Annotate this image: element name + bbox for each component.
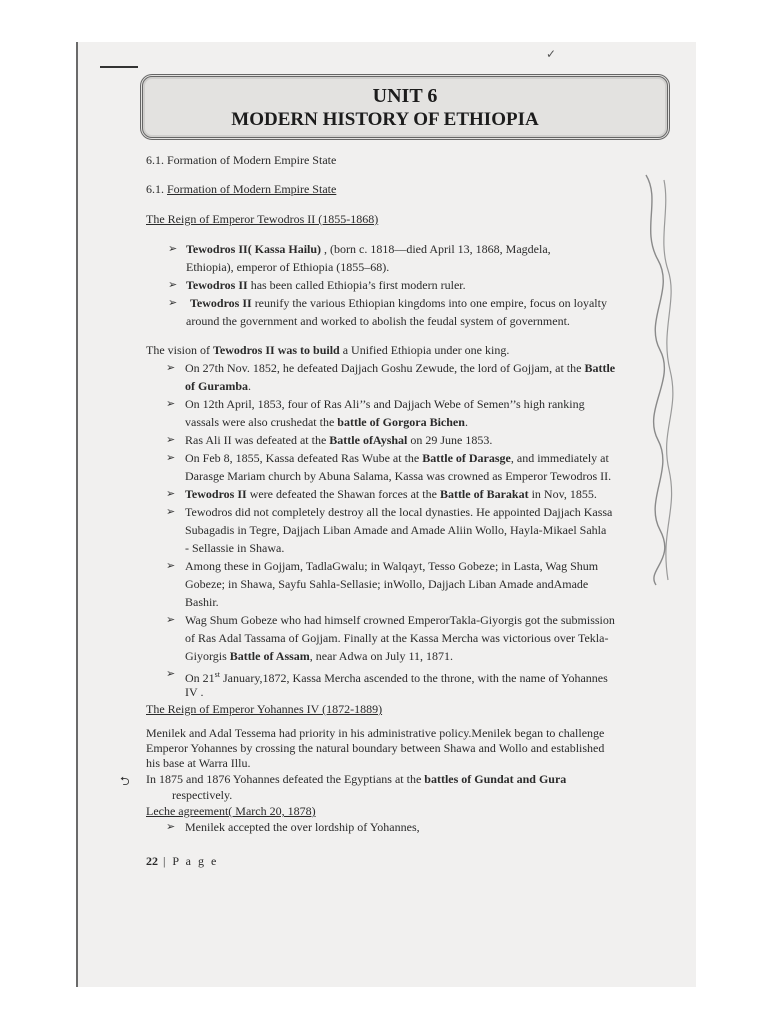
list-item: Wag Shum Gobeze who had himself crowned EmperorTakla-Giyorgis got the submission: [185, 613, 615, 627]
arrow-bullet-icon: ➢: [166, 488, 176, 500]
list-item-cont: around the government and worked to abolish the feudal system of government.: [186, 314, 570, 328]
unit-title: MODERN HISTORY OF ETHIOPIA: [231, 109, 539, 130]
list-item: Tewodros did not completely destroy all the local dynasties. He appointed Dajjach Kassa: [185, 505, 613, 519]
arrow-bullet-icon: ➢: [168, 297, 178, 309]
list-item-cont: of Ras Adal Tassama of Gojjam. Finally at the Kassa Mercha was victorious over Tekla-: [185, 631, 609, 645]
arrow-bullet-icon: ➢: [166, 362, 176, 374]
list-item: Among these in Gojjam, TadlaGwalu; in Walqayt, Tesso Gobeze; in Lasta, Wag Shum: [185, 559, 599, 573]
arrow-bullet-icon: ➢: [166, 434, 176, 446]
paragraph-line: his base at Warra Illu.: [146, 756, 251, 770]
arrow-bullet-icon: ➢: [166, 614, 176, 626]
arrow-bullet-icon: ➢: [166, 821, 176, 833]
list-item-cont: Subagadis in Tegre, Dajjach Liban Amade and Amade Aliin Wollo, Hayla-Mikael Sahla: [185, 523, 607, 537]
list-item-cont: Giyorgis Battle of Assam, near Adwa on July 11, 1871.: [185, 649, 453, 663]
list-item: Tewodros II( Kassa Hailu) , (born c. 1818—died April 13, 1868, Magdela,: [186, 242, 551, 256]
list-item-cont: of Guramba.: [185, 379, 251, 393]
list-item-cont: Gobeze; in Shawa, Sayfu Sahla-Sellasie; inWollo, Dajjach Liban Amade andAmade: [185, 577, 589, 591]
list-item-cont: IV .: [185, 685, 204, 699]
list-item: On 12th April, 1853, four of Ras Ali’’s and Dajjach Webe of Semen’’s high ranking: [185, 397, 585, 411]
reign-tewodros-heading: The Reign of Emperor Tewodros II (1855-1868): [146, 212, 379, 226]
arrow-bullet-icon: ➢: [166, 452, 176, 464]
reign-yohannes-heading: The Reign of Emperor Yohannes IV (1872-1889): [146, 702, 383, 716]
list-item-cont: respectively.: [172, 788, 233, 802]
handwritten-margin-note: [636, 170, 676, 590]
vision-paragraph: The vision of Tewodros II was to build a Unified Ethiopia under one king.: [146, 343, 510, 357]
circular-arrow-bullet-icon: ⮌: [120, 774, 130, 788]
arrow-bullet-icon: ➢: [168, 243, 178, 255]
pen-tick-mark: ✓: [546, 47, 557, 61]
section-heading: 6.1. Formation of Modern Empire State: [146, 153, 337, 167]
leche-agreement-heading: Leche agreement( March 20, 1878): [146, 804, 316, 818]
list-item: Tewodros II has been called Ethiopia’s first modern ruler.: [186, 278, 466, 292]
list-item-cont: Ethiopia), emperor of Ethiopia (1855–68).: [186, 260, 390, 274]
arrow-bullet-icon: ➢: [166, 668, 176, 680]
page-number: 22: [146, 854, 158, 868]
list-item-cont: Bashir.: [185, 595, 219, 609]
list-item: Ras Ali II was defeated at the Battle ofAyshal on 29 June 1853.: [185, 433, 493, 447]
page-edge: [76, 42, 78, 987]
list-item: On 21st January,1872, Kassa Mercha ascended to the throne, with the name of Yohannes: [185, 670, 608, 685]
list-item: On Feb 8, 1855, Kassa defeated Ras Wube at the Battle of Darasge, and immediately at: [185, 451, 609, 465]
list-item-cont: Darasge Mariam church by Abuna Salama, Kassa was crowned as Emperor Tewodros II.: [185, 469, 612, 483]
list-item: Menilek accepted the over lordship of Yohannes,: [185, 820, 420, 834]
list-item: Tewodros II were defeated the Shawan forces at the Battle of Barakat in Nov, 1855.: [185, 487, 597, 501]
arrow-bullet-icon: ➢: [166, 560, 176, 572]
page-footer: [146, 854, 218, 869]
section-heading-underlined: 6.1. Formation of Modern Empire State: [146, 182, 337, 196]
list-item-cont: - Sellassie in Shawa.: [185, 541, 285, 555]
paragraph-line: Emperor Yohannes by crossing the natural boundary between Shawa and Wollo and established: [146, 741, 605, 755]
page-label: | P a g e: [158, 854, 219, 868]
list-item: Tewodros II reunify the various Ethiopian kingdoms into one empire, focus on loyalty: [190, 296, 607, 310]
list-item-cont: vassals were also crushedat the battle of Gorgora Bichen.: [185, 415, 468, 429]
unit-title-banner: [140, 74, 670, 140]
staple-mark: [100, 66, 138, 68]
list-item: On 27th Nov. 1852, he defeated Dajjach Goshu Zewude, the lord of Gojjam, at the Battle: [185, 361, 616, 375]
arrow-bullet-icon: ➢: [166, 506, 176, 518]
unit-number: UNIT 6: [372, 85, 438, 107]
list-item: In 1875 and 1876 Yohannes defeated the Egyptians at the battles of Gundat and Gura: [146, 772, 567, 786]
arrow-bullet-icon: ➢: [168, 279, 178, 291]
arrow-bullet-icon: ➢: [166, 398, 176, 410]
paragraph-line: Menilek and Adal Tessema had priority in his administrative policy.Menilek began to challenge: [146, 726, 605, 740]
